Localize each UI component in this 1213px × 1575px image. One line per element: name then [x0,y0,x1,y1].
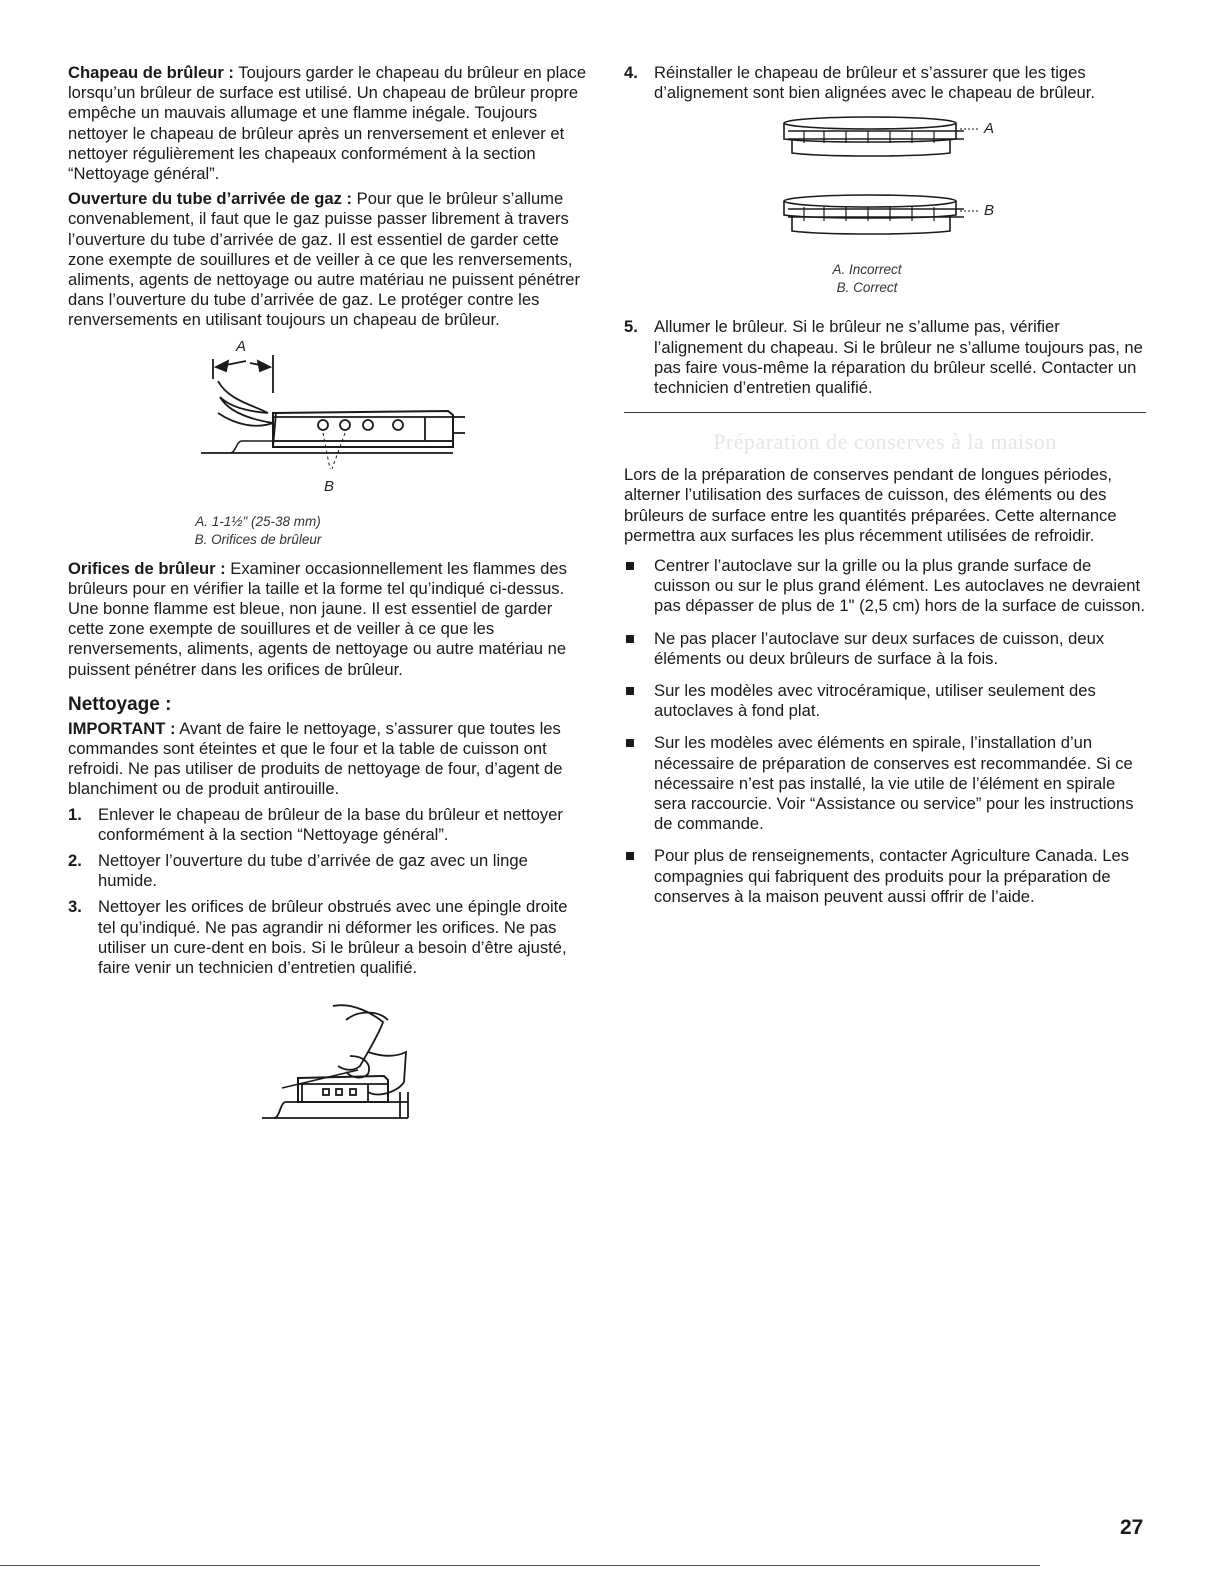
step-text: Enlever le chapeau de brûleur de la base du brûleur et nettoyer conformément à la section “Nettoyage général”. [98,804,563,844]
step-number: 4. [624,63,638,82]
fig2-label-a: A [984,120,995,138]
gas-tube-paragraph [68,189,588,330]
pin-cleaning-illustration [68,992,588,1127]
fig1-label-b: B [324,477,335,495]
burner-cap-paragraph [68,63,588,184]
burner-cross-section-figure [68,337,588,559]
step-text: Allumer le brûleur. Si le brûleur ne s’allume pas, vérifier l’alignement du chapeau. Si le brûleur ne s’allume toujours pas, ne pas faire vous-même la réparation du brûleur scellé. Contacter un technicien d’entretien qualifié. [654,317,1143,398]
step-number: 3. [68,897,82,917]
bullet-square [626,635,634,643]
right-column [624,63,1146,919]
cleaning-step [68,805,588,845]
step-text: Réinstaller le chapeau de brûleur et s’assurer que les tiges d’alignement sont bien alignées avec le chapeau de brûleur. [654,63,1095,103]
gas-tube-text: Pour que le brûleur s’allume convenablement, il faut que le gaz puisse passer librement à travers l’ouverture du tube d’arrivée de gaz. Il est essentiel de garder cette zone exempte de souillures et de veiller à ce que les renversements, aliments, agents de nettoyage ou autre matériau ne puissent pénétrer dans l’ouverture du tube d’arrivée de gaz. Le protéger contre les renversements en utilisant toujours un chapeau de brûleur. [68,189,580,330]
bullet-square [626,562,634,570]
bullet-square [626,739,634,747]
cap-alignment-figure [624,109,1146,317]
orifices-text: Examiner occasionnellement les flammes des brûleurs pour en vérifier la taille et la forme tel qu’indiqué ci-dessus. Une bonne flamme est bleue, non jaune. Il est essentiel de garder cette zone exempte de souillures et de veiller à ce que les renversements, aliments, agents de nettoyage ou autre matériau ne puissent pénétrer dans les orifices de brûleur. [68,558,567,679]
canning-section-title: Préparation de conserves à la maison [624,412,1146,455]
reinstall-step [624,63,1146,103]
bullet-text: Sur les modèles avec vitrocéramique, utiliser seulement des autoclaves à fond plat. [654,681,1096,721]
footer-rule [0,1565,1040,1566]
burner-cap-lead: Chapeau de brûleur : [68,63,234,82]
cap-alignment-illustration [624,109,1146,259]
important-paragraph [68,719,588,800]
fig1-caption-a: A. 1-1½" (25-38 mm) [195,513,321,529]
step-number: 5. [624,317,638,337]
light-burner-step [624,317,1146,398]
canning-bullet [624,846,1146,907]
bullet-square [626,852,634,860]
orifices-paragraph [68,559,588,680]
important-lead: IMPORTANT : [68,718,176,738]
step-text: Nettoyer les orifices de brûleur obstrués avec une épingle droite tel qu’indiqué. Ne pas agrandir ni déformer les orifices. Ne pas utiliser un cure-dent en bois. Si le brûleur a besoin d’être ajusté, faire venir un technicien d’entretien qualifié. [98,897,568,978]
burner-cross-section-illustration [68,345,588,495]
cleaning-step [68,851,588,891]
fig2-caption-b: B. Correct [836,280,898,296]
fig2-caption [624,261,1110,297]
fig1-label-a: A [236,337,247,355]
gas-tube-lead: Ouverture du tube d’arrivée de gaz : [68,189,353,209]
fig2-label-b: B [984,202,995,220]
important-text: Avant de faire le nettoyage, s’assurer que toutes les commandes sont éteintes et que le four et la table de cuisson ont refroidi. Ne pas utiliser de produits de nettoyage de four, d’agent de blanchiment ou de produit antirouille. [68,718,563,799]
canning-bullet [624,733,1146,834]
fig1-caption-b: B. Orifices de brûleur [194,531,322,547]
bullet-text: Pour plus de renseignements, contacter Agriculture Canada. Les compagnies qui fabriquent des produits pour la préparation de conserves à la maison peuvent aussi offrir de l’aide. [654,846,1130,906]
cleaning-heading: Nettoyage : [68,693,172,715]
burner-cap-text: Toujours garder le chapeau du brûleur en place lorsqu’un brûleur de surface est utilisé. Un chapeau de brûleur propre empêche un mauvais allumage et une flamme inégale. Toujours nettoyer le chapeau de brûleur après un renversement et enlever et nettoyer régulièrement les chapeaux conformément à la section “Nettoyage général”. [68,63,587,184]
page-number: 27 [1120,1516,1144,1539]
fig1-caption [68,513,448,549]
canning-bullet [624,629,1146,669]
bullet-text: Ne pas placer l’autoclave sur deux surfaces de cuisson, deux éléments ou deux brûleurs de surface à la fois. [654,628,1105,668]
canning-intro: Lors de la préparation de conserves pendant de longues périodes, alterner l’utilisation des surfaces de cuisson, des éléments ou des brûleurs de surface entre les quantités préparées. Cette alternance permettra aux surfaces les plus récemment utilisées de refroidir. [624,465,1117,545]
cleaning-step [68,897,588,978]
bullet-text: Centrer l’autoclave sur la grille ou la plus grande surface de cuisson ou sur le plus grand élément. Les autoclaves ne devraient pas dépasser de plus de 1" (2,5 cm) hors de la surface de cuisson. [654,556,1146,616]
fig2-caption-a: A. Incorrect [832,262,902,278]
canning-bullet [624,681,1146,721]
step-number: 2. [68,851,82,871]
bullet-square [626,687,634,695]
canning-bullet [624,556,1146,617]
left-column [68,63,588,1127]
step-text: Nettoyer l’ouverture du tube d’arrivée de gaz avec un linge humide. [98,851,528,891]
orifices-lead: Orifices de brûleur : [68,558,226,578]
bullet-text: Sur les modèles avec éléments en spirale, l’installation d’un nécessaire de préparation de conserves est recommandée. Si ce nécessaire n’est pas installé, la vie utile de l’élément en spirale sera raccourcie. Voir “Assistance ou service” pour les instructions de commande. [654,733,1134,834]
step-number: 1. [68,804,82,824]
